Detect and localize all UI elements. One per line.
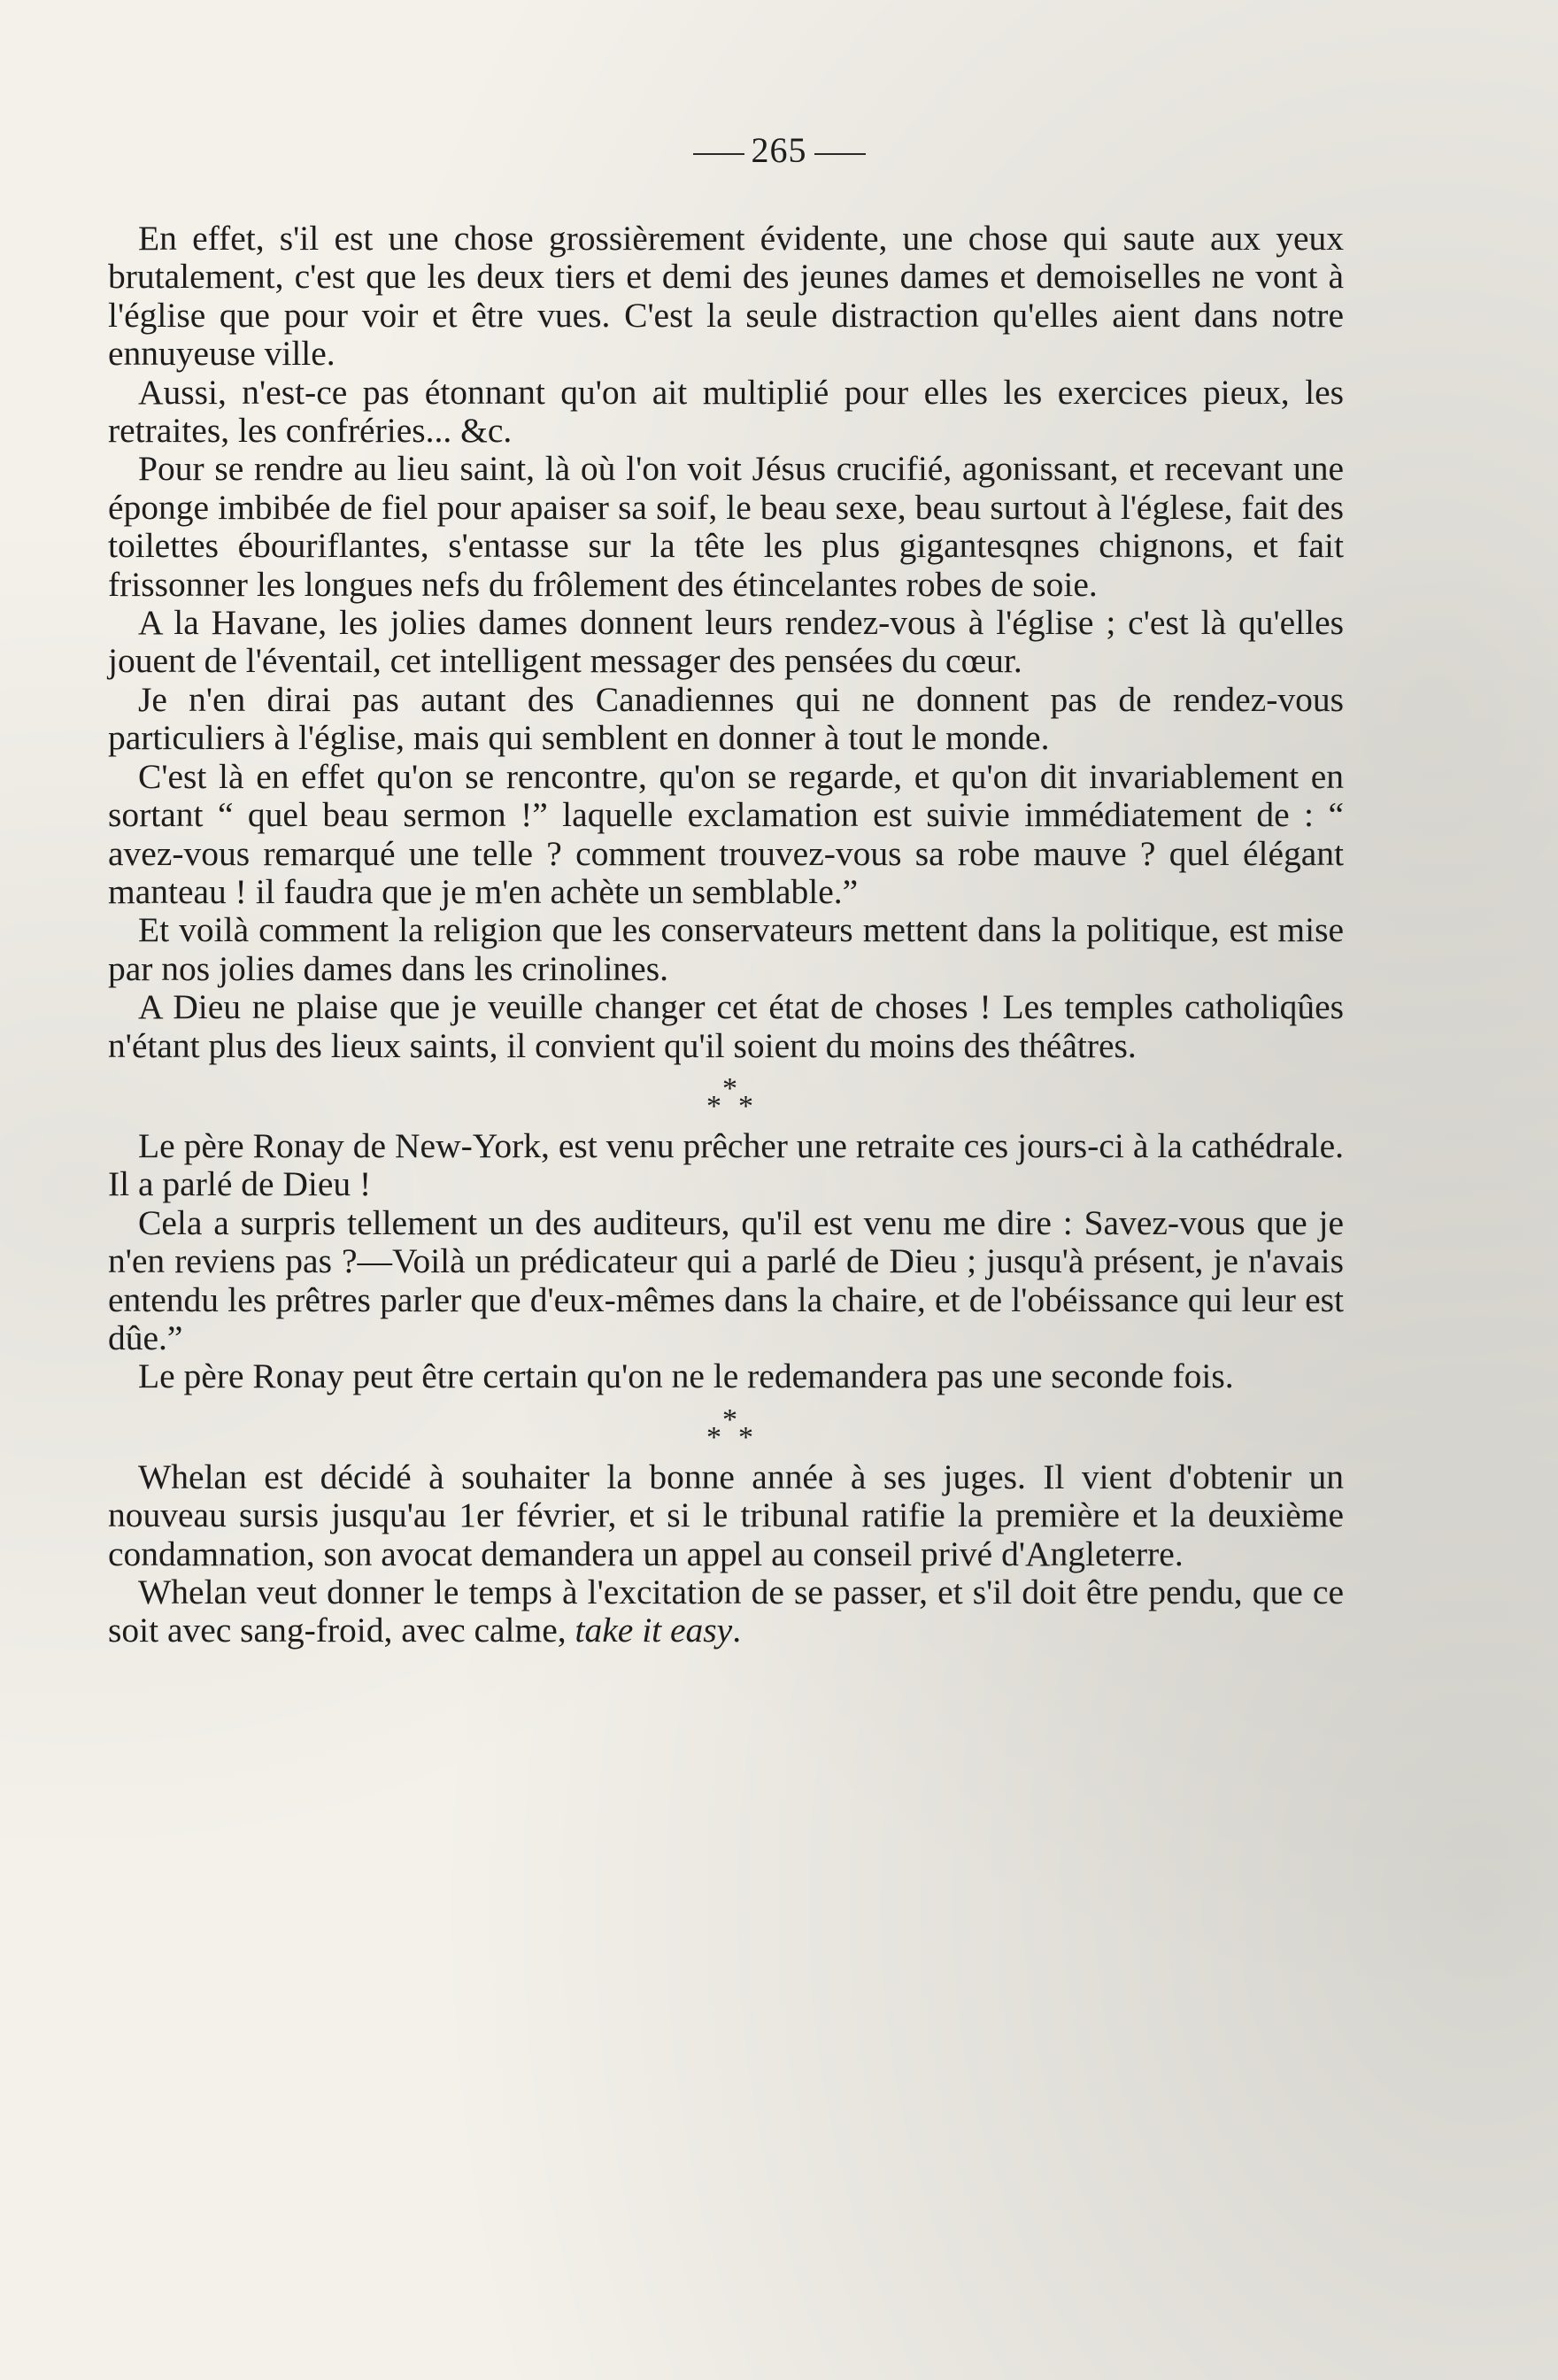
paragraph: A Dieu ne plaise que je veuille changer cet état de choses ! Les temples catholiqûes n'étant plus des lieux saints, il convient qu'il soient du moins des théâtres. <box>108 987 1344 1065</box>
italic-phrase: take it easy <box>575 1611 733 1650</box>
section-1 <box>108 220 1344 1065</box>
paragraph-last <box>108 1573 1344 1650</box>
paragraph-text: Whelan veut donner le temps à l'excitation de se passer, et s'il doit être pendu, que ce soit avec sang-froid, avec calme, <box>108 1572 1344 1650</box>
paragraph: Pour se rendre au lieu saint, là où l'on voit Jésus crucifié, agonissant, et recevant une éponge imbibée de fiel pour apaiser sa soif, le beau sexe, beau surtout à l'églese, fait des toilettes ébouriflantes, s'entasse sur la tête les plus gigantesqnes chignons, et fait frissonner les longues nefs du frôlement des étincelantes robes de soie. <box>108 449 1344 604</box>
paragraph: Whelan est décidé à souhaiter la bonne année à ses juges. Il vient d'obtenir un nouveau sursis jusqu'au 1er février, et si le tribunal ratifie la première et la deuxième condamnation, son avocat demandera un appel au conseil privé d'Angleterre. <box>108 1457 1344 1573</box>
paragraph: Le père Ronay peut être certain qu'on ne le redemandera pas une seconde fois. <box>138 1356 1234 1396</box>
paragraph: C'est là en effet qu'on se rencontre, qu'on se regarde, et qu'on dit invariablement en sortant “ quel beau sermon !” laquelle exclamation est suivie immédiatement de : “ avez-vous remarqué une telle ? comment trouvez-vous sa robe mauve ? quel élégant manteau ! il faudra que je m'en achète un semblable.” <box>108 756 1344 911</box>
star: * <box>706 1420 721 1454</box>
paragraph: Je n'en dirai pas autant des Canadiennes qui ne donnent pas de rendez-vous particuliers à l'église, mais qui semblent en donner à tout le monde. <box>108 679 1344 758</box>
paragraph: Et voilà comment la religion que les conservateurs mettent dans la politique, est mise par nos jolies dames dans les crinolines. <box>108 910 1344 988</box>
star: * <box>722 1402 737 1436</box>
paragraph: En effet, s'il est une chose grossièrement évidente, une chose qui saute aux yeux brutalement, c'est que les deux tiers et demi des jeunes dames et demoiselles ne vont à l'église que pour voir et être vues. C'est la seule distraction qu'elles aient dans notre ennuyeuse ville. <box>108 219 1344 374</box>
asterism-separator <box>108 1065 1344 1127</box>
asterism-separator <box>108 1396 1344 1458</box>
body-text <box>108 220 1344 1650</box>
page-number: 265 <box>0 129 1558 171</box>
section-3 <box>108 1458 1344 1650</box>
star: * <box>738 1420 753 1454</box>
paragraph: Cela a surpris tellement un des auditeurs, qu'il est venu me dire : Savez-vous que je n'en reviens pas ?—Voilà un prédicateur qui a parlé de Dieu ; jusqu'à présent, je n'avais entendu les prêtres parler que d'eux-mêmes dans la chaire, et de l'obéissance qui leur est dûe.” <box>108 1202 1344 1357</box>
star: * <box>738 1089 753 1123</box>
paragraph-end: . <box>732 1611 742 1650</box>
paragraph: Aussi, n'est-ce pas étonnant qu'on ait multiplié pour elles les exercices pieux, les retraites, les confréries... &c. <box>108 372 1344 451</box>
star: * <box>706 1089 721 1123</box>
paragraph: Le père Ronay de New-York, est venu prêcher une retraite ces jours-ci à la cathédrale. Il a parlé de Dieu ! <box>108 1125 1344 1204</box>
paragraph: A la Havane, les jolies dames donnent leurs rendez-vous à l'église ; c'est là qu'elles jouent de l'éventail, cet intelligent messager des pensées du cœur. <box>108 603 1344 681</box>
section-2 <box>108 1127 1344 1396</box>
star: * <box>722 1071 737 1105</box>
